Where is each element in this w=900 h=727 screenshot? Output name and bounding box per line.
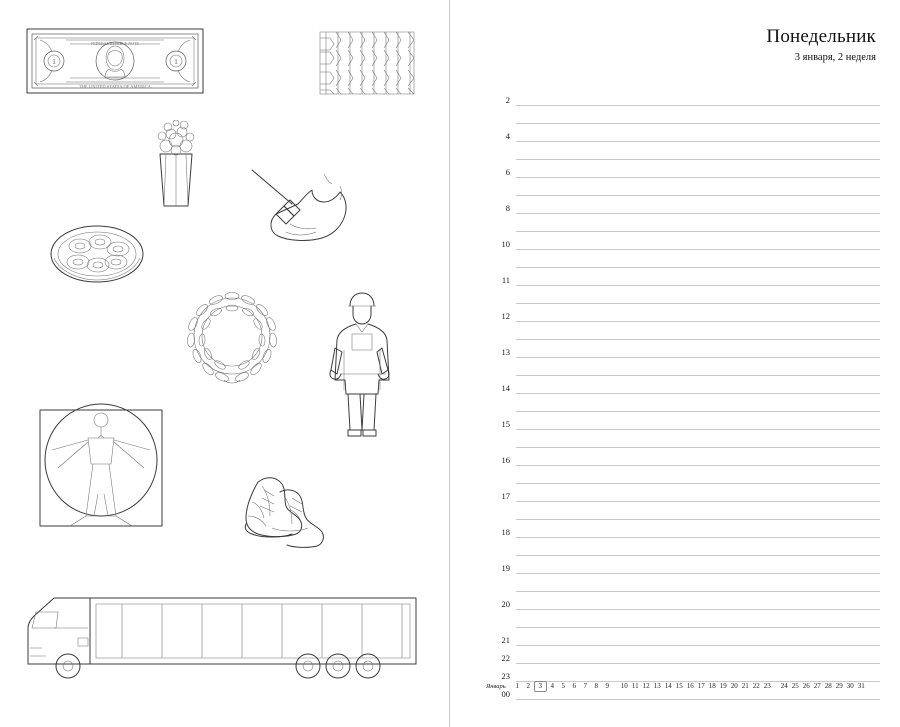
month-day-27[interactable]: 27: [813, 682, 821, 690]
month-day-25[interactable]: 25: [791, 682, 799, 690]
month-day-9[interactable]: 9: [605, 682, 609, 690]
worker-in-overalls-illustration: [326, 288, 398, 456]
month-day-11[interactable]: 11: [631, 682, 639, 690]
right-page: [450, 0, 900, 727]
svg-text:THE UNITED STATES OF AMERICA: THE UNITED STATES OF AMERICA: [79, 84, 151, 89]
schedule-slot[interactable]: [488, 430, 880, 448]
schedule-rule-line: [516, 699, 880, 700]
schedule-slot[interactable]: [488, 466, 880, 484]
schedule-hour-label: 19: [501, 563, 510, 573]
schedule-slot[interactable]: [488, 646, 880, 664]
schedule-slot[interactable]: [488, 124, 880, 142]
schedule-slot[interactable]: [488, 304, 880, 322]
schedule-slot[interactable]: [488, 286, 880, 304]
month-days-group-3[interactable]: [779, 681, 867, 692]
schedule-slot[interactable]: [488, 214, 880, 232]
schedule-slot[interactable]: [488, 358, 880, 376]
schedule-hour-label: 16: [501, 455, 510, 465]
schedule-slot[interactable]: [488, 448, 880, 466]
month-day-20[interactable]: 20: [730, 682, 738, 690]
dollar-banknote-illustration: [26, 28, 204, 94]
month-day-22[interactable]: 22: [752, 682, 760, 690]
schedule-hour-label: 23: [501, 671, 510, 681]
month-day-23[interactable]: 23: [763, 682, 771, 690]
month-day-14[interactable]: 14: [664, 682, 672, 690]
month-day-30[interactable]: 30: [846, 682, 854, 690]
month-days-group-2[interactable]: [619, 681, 773, 692]
schedule-hour-label: 17: [501, 491, 510, 501]
schedule-lines[interactable]: [488, 88, 880, 700]
schedule-slot[interactable]: [488, 556, 880, 574]
month-day-8[interactable]: 8: [594, 682, 598, 690]
schedule-slot[interactable]: [488, 664, 880, 682]
schedule-slot[interactable]: [488, 574, 880, 592]
month-day-13[interactable]: 13: [653, 682, 661, 690]
schedule-slot[interactable]: [488, 178, 880, 196]
svg-text:1: 1: [174, 58, 178, 66]
schedule-hour-label: 11: [501, 275, 510, 285]
month-day-1[interactable]: 1: [515, 682, 519, 690]
month-day-12[interactable]: 12: [642, 682, 650, 690]
schedule-slot[interactable]: [488, 610, 880, 628]
schedule-slot[interactable]: [488, 88, 880, 106]
month-day-6[interactable]: 6: [572, 682, 576, 690]
schedule-slot[interactable]: [488, 106, 880, 124]
schedule-hour-label: 4: [505, 131, 510, 141]
schedule-slot[interactable]: [488, 376, 880, 394]
month-strip: [486, 681, 886, 692]
month-day-28[interactable]: 28: [824, 682, 832, 690]
svg-text:FEDERAL RESERVE NOTE: FEDERAL RESERVE NOTE: [91, 41, 139, 46]
day-title: Понедельник: [766, 26, 876, 47]
svg-text:1: 1: [52, 58, 56, 66]
schedule-slot[interactable]: [488, 520, 880, 538]
schedule-slot[interactable]: [488, 340, 880, 358]
month-day-10[interactable]: 10: [620, 682, 628, 690]
month-day-29[interactable]: 29: [835, 682, 843, 690]
schedule-hour-label: 8: [505, 203, 510, 213]
month-day-24[interactable]: 24: [780, 682, 788, 690]
month-days-group-1[interactable]: [512, 681, 613, 692]
month-day-26[interactable]: 26: [802, 682, 810, 690]
schedule-hour-label: 21: [501, 635, 510, 645]
schedule-hour-label: 2: [505, 95, 510, 105]
schedule-hour-label: 15: [501, 419, 510, 429]
schedule-hour-label: 18: [501, 527, 510, 537]
schedule-slot[interactable]: [488, 232, 880, 250]
paint-brush-splash-illustration: [250, 168, 362, 246]
schedule-hour-label: 13: [501, 347, 510, 357]
high-top-sneakers-illustration: [228, 472, 332, 550]
month-day-18[interactable]: 18: [708, 682, 716, 690]
schedule-slot[interactable]: [488, 484, 880, 502]
month-day-16[interactable]: 16: [686, 682, 694, 690]
laurel-wreath-illustration: [178, 282, 286, 390]
schedule-slot[interactable]: [488, 250, 880, 268]
schedule-slot[interactable]: [488, 322, 880, 340]
month-day-15[interactable]: 15: [675, 682, 683, 690]
schedule-slot[interactable]: [488, 142, 880, 160]
schedule-hour-label: 22: [501, 653, 510, 663]
schedule-hour-label: 12: [501, 311, 510, 321]
schedule-slot[interactable]: [488, 538, 880, 556]
vitruvian-man-illustration: [36, 398, 166, 528]
schedule-slot[interactable]: [488, 268, 880, 286]
schedule-hour-label: 00: [501, 689, 510, 699]
schedule-hour-label: 14: [501, 383, 510, 393]
month-day-5[interactable]: 5: [561, 682, 565, 690]
month-day-21[interactable]: 21: [741, 682, 749, 690]
month-day-2[interactable]: 2: [526, 682, 530, 690]
semi-truck-illustration: [22, 586, 428, 686]
month-day-3[interactable]: 3: [534, 681, 547, 692]
schedule-slot[interactable]: [488, 394, 880, 412]
schedule-hour-label: 20: [501, 599, 510, 609]
schedule-slot[interactable]: [488, 502, 880, 520]
month-day-17[interactable]: 17: [697, 682, 705, 690]
schedule-hour-label: 10: [501, 239, 510, 249]
month-day-19[interactable]: 19: [719, 682, 727, 690]
month-day-4[interactable]: 4: [550, 682, 554, 690]
schedule-hour-label: 6: [505, 167, 510, 177]
maze-pattern-illustration: [318, 30, 416, 96]
day-subtitle: 3 января, 2 неделя: [794, 52, 876, 63]
schedule-slot[interactable]: [488, 196, 880, 214]
month-name: Январь: [486, 683, 506, 690]
month-day-31[interactable]: 31: [857, 682, 865, 690]
schedule-slot[interactable]: [488, 628, 880, 646]
stuffed-eggs-plate-illustration: [48, 222, 146, 286]
schedule-slot[interactable]: [488, 592, 880, 610]
popcorn-bucket-illustration: [146, 120, 206, 210]
schedule-slot[interactable]: [488, 412, 880, 430]
schedule-slot[interactable]: [488, 160, 880, 178]
month-day-7[interactable]: 7: [583, 682, 587, 690]
